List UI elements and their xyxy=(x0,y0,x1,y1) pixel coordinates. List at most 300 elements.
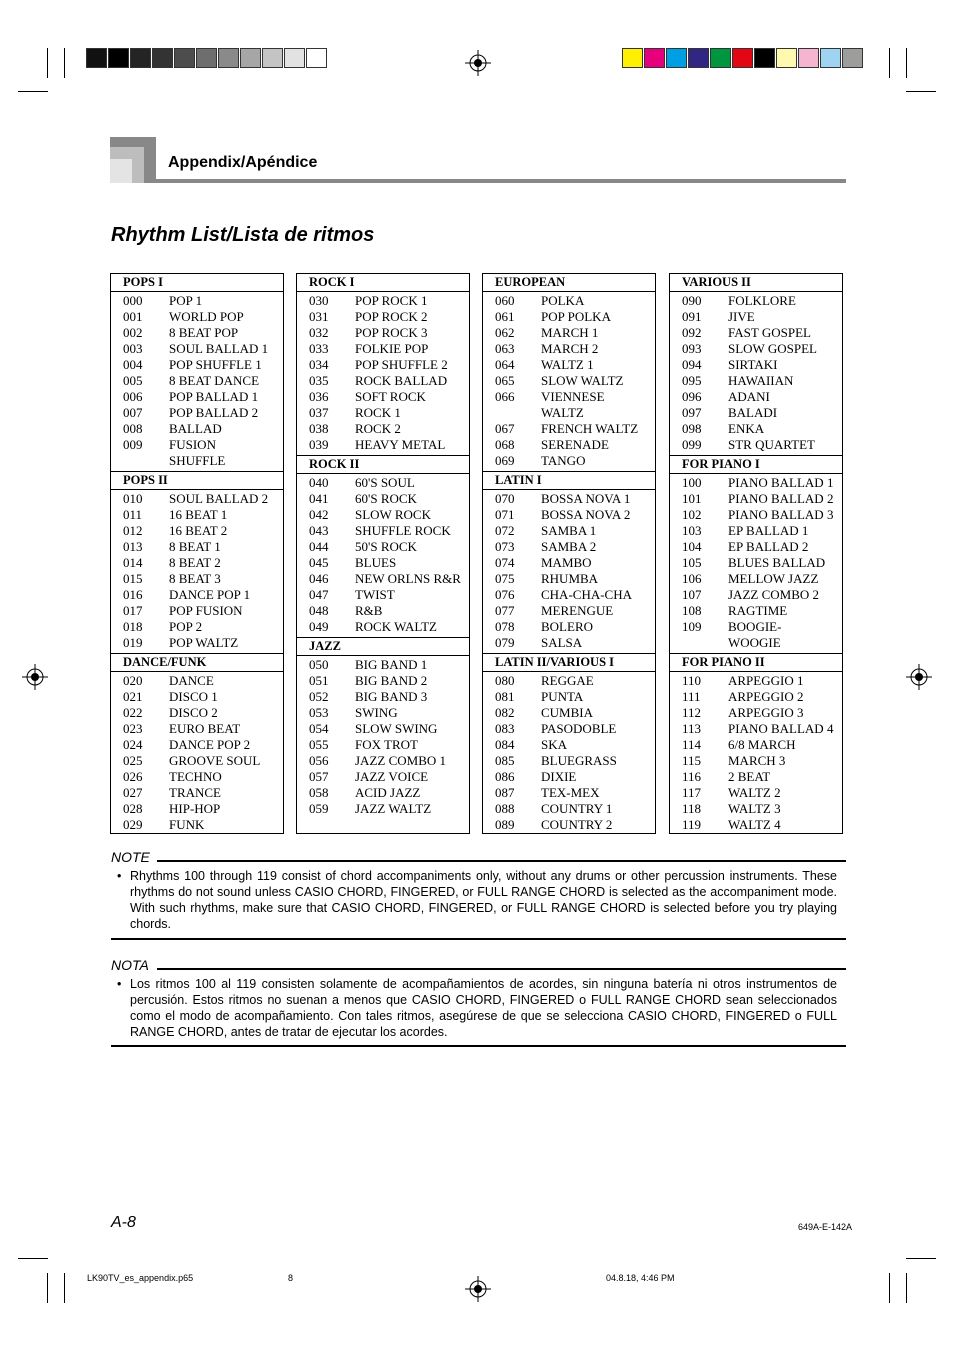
list-item xyxy=(111,373,283,389)
rhythm-name: BIG BAND 1 xyxy=(355,657,428,672)
list-item xyxy=(670,603,842,619)
header-rule xyxy=(156,179,846,183)
color-swatch xyxy=(644,48,665,68)
rhythm-name: STR QUARTET xyxy=(728,437,815,452)
list-item xyxy=(297,721,469,737)
rhythm-number: 119 xyxy=(682,817,702,832)
rhythm-number: 062 xyxy=(495,325,515,340)
rhythm-number: 101 xyxy=(682,491,702,506)
rhythm-number: 040 xyxy=(309,475,329,490)
rhythm-number: 105 xyxy=(682,555,702,570)
rhythm-name: FOLKLORE xyxy=(728,293,796,308)
rhythm-number: 078 xyxy=(495,619,515,634)
list-item xyxy=(297,325,469,341)
rhythm-name: SAMBA 1 xyxy=(541,523,597,538)
note-paragraph: Rhythms 100 through 119 consist of chord accompaniments only, without any drums or other percussion instruments. These rhythms do not sound unless CASIO CHORD, FINGERED, or FULL RANGE CHORD is selected as the accompaniment mode. With such rhythms, make sure that CASIO CHORD, FINGERED, or FULL RANGE CHORD is selected before you try playing chords. xyxy=(130,869,837,931)
rhythm-column xyxy=(482,273,656,834)
rhythm-number: 039 xyxy=(309,437,329,452)
list-item xyxy=(483,539,655,555)
list-item xyxy=(111,721,283,737)
rhythm-number: 047 xyxy=(309,587,329,602)
rhythm-name: HEAVY METAL xyxy=(355,437,446,452)
rhythm-name: POP SHUFFLE 2 xyxy=(355,357,448,372)
rhythm-number: 087 xyxy=(495,785,515,800)
rhythm-name: ARPEGGIO 2 xyxy=(728,689,804,704)
crop-mark xyxy=(47,48,48,78)
rhythm-number: 014 xyxy=(123,555,143,570)
list-item xyxy=(670,673,842,689)
rhythm-number: 042 xyxy=(309,507,329,522)
rhythm-name: MELLOW JAZZ xyxy=(728,571,819,586)
note-text xyxy=(117,868,837,932)
rhythm-number: 023 xyxy=(123,721,143,736)
list-item xyxy=(111,405,283,421)
rhythm-name: ACID JAZZ xyxy=(355,785,421,800)
rhythm-name: BLUES xyxy=(355,555,397,570)
color-swatch xyxy=(710,48,731,68)
list-item xyxy=(670,587,842,603)
list-item xyxy=(483,769,655,785)
list-item xyxy=(670,721,842,737)
rhythm-number: 067 xyxy=(495,421,515,436)
nota-label: NOTA xyxy=(111,957,149,973)
rhythm-name: TRANCE xyxy=(169,785,221,800)
list-item xyxy=(670,801,842,817)
list-item xyxy=(670,635,842,651)
crop-mark xyxy=(889,48,890,78)
list-item xyxy=(483,491,655,507)
rhythm-number: 081 xyxy=(495,689,515,704)
list-item xyxy=(483,421,655,437)
rhythm-name: 50'S ROCK xyxy=(355,539,417,554)
rhythm-name: DANCE POP 1 xyxy=(169,587,251,602)
section-header: Appendix/Apéndice xyxy=(168,154,318,171)
color-swatch xyxy=(108,48,129,68)
rhythm-name: PUNTA xyxy=(541,689,584,704)
rhythm-number: 048 xyxy=(309,603,329,618)
rhythm-name: 6/8 MARCH xyxy=(728,737,796,752)
nota-end-rule xyxy=(111,1045,846,1047)
list-item xyxy=(297,753,469,769)
rhythm-number: 044 xyxy=(309,539,329,554)
list-item xyxy=(670,705,842,721)
rhythm-number: 099 xyxy=(682,437,702,452)
rhythm-name: CHA-CHA-CHA xyxy=(541,587,632,602)
rhythm-number: 060 xyxy=(495,293,515,308)
list-item xyxy=(297,673,469,689)
list-item xyxy=(297,309,469,325)
rhythm-number: 117 xyxy=(682,785,702,800)
rhythm-number: 050 xyxy=(309,657,329,672)
rhythm-name: BOSSA NOVA 1 xyxy=(541,491,631,506)
bullet: • xyxy=(117,869,122,883)
rhythm-name: WORLD POP xyxy=(169,309,244,324)
color-swatch xyxy=(86,48,107,68)
rhythm-name: SHUFFLE xyxy=(169,453,226,468)
list-item xyxy=(483,571,655,587)
color-swatch xyxy=(218,48,239,68)
rhythm-number: 016 xyxy=(123,587,143,602)
list-item xyxy=(483,405,655,421)
color-swatch xyxy=(306,48,327,68)
rhythm-number: 036 xyxy=(309,389,329,404)
rhythm-category-header: DANCE/FUNK xyxy=(111,653,283,672)
list-item xyxy=(483,721,655,737)
rhythm-name: BLUES BALLAD xyxy=(728,555,826,570)
rhythm-name: WOOGIE xyxy=(728,635,781,650)
list-item xyxy=(297,491,469,507)
rhythm-name: JIVE xyxy=(728,309,755,324)
list-item xyxy=(483,507,655,523)
rhythm-name: DISCO 1 xyxy=(169,689,218,704)
rhythm-name: POP WALTZ xyxy=(169,635,239,650)
list-item xyxy=(297,389,469,405)
rhythm-number: 096 xyxy=(682,389,702,404)
registration-mark-icon xyxy=(465,50,491,76)
rhythm-category-header: JAZZ xyxy=(297,637,469,656)
rhythm-number: 092 xyxy=(682,325,702,340)
color-swatch xyxy=(152,48,173,68)
rhythm-name: SOFT ROCK xyxy=(355,389,426,404)
rhythm-name: WALTZ 1 xyxy=(541,357,594,372)
list-item xyxy=(483,587,655,603)
rhythm-name: MARCH 3 xyxy=(728,753,786,768)
rhythm-name: POP FUSION xyxy=(169,603,243,618)
crop-mark xyxy=(906,1273,907,1303)
list-item xyxy=(670,293,842,309)
rhythm-number: 026 xyxy=(123,769,143,784)
rhythm-name: BIG BAND 3 xyxy=(355,689,428,704)
rhythm-name: ADANI xyxy=(728,389,770,404)
rhythm-name: FOX TROT xyxy=(355,737,418,752)
list-item xyxy=(111,357,283,373)
rhythm-number: 056 xyxy=(309,753,329,768)
color-swatch xyxy=(196,48,217,68)
rhythm-name: BOLERO xyxy=(541,619,593,634)
rhythm-number: 049 xyxy=(309,619,329,634)
rhythm-name: SHUFFLE ROCK xyxy=(355,523,451,538)
rhythm-name: BLUEGRASS xyxy=(541,753,617,768)
rhythm-name: SLOW WALTZ xyxy=(541,373,624,388)
rhythm-name: JAZZ COMBO 2 xyxy=(728,587,820,602)
rhythm-name: 2 BEAT xyxy=(728,769,771,784)
list-item xyxy=(111,325,283,341)
rhythm-list-group xyxy=(670,292,842,453)
rhythm-name: 60'S ROCK xyxy=(355,491,417,506)
rhythm-number: 057 xyxy=(309,769,329,784)
nota-text xyxy=(117,976,837,1040)
list-item xyxy=(297,555,469,571)
list-item xyxy=(297,357,469,373)
rhythm-number: 077 xyxy=(495,603,515,618)
rhythm-list-group xyxy=(111,672,283,833)
rhythm-name: TEX-MEX xyxy=(541,785,600,800)
rhythm-number: 015 xyxy=(123,571,143,586)
rhythm-name: GROOVE SOUL xyxy=(169,753,261,768)
rhythm-name: 16 BEAT 2 xyxy=(169,523,228,538)
list-item xyxy=(111,571,283,587)
list-item xyxy=(111,453,283,469)
rhythm-number: 065 xyxy=(495,373,515,388)
rhythm-name: SERENADE xyxy=(541,437,609,452)
rhythm-name: EP BALLAD 1 xyxy=(728,523,809,538)
color-swatch xyxy=(754,48,775,68)
list-item xyxy=(111,769,283,785)
rhythm-name: BIG BAND 2 xyxy=(355,673,428,688)
list-item xyxy=(670,539,842,555)
list-item xyxy=(297,421,469,437)
list-item xyxy=(111,753,283,769)
list-item xyxy=(111,341,283,357)
list-item xyxy=(297,437,469,453)
rhythm-number: 059 xyxy=(309,801,329,816)
rhythm-name: 8 BEAT 2 xyxy=(169,555,221,570)
rhythm-number: 006 xyxy=(123,389,143,404)
list-item xyxy=(111,603,283,619)
rhythm-number: 045 xyxy=(309,555,329,570)
rhythm-name: SWING xyxy=(355,705,398,720)
rhythm-list-group xyxy=(670,474,842,651)
list-item xyxy=(483,293,655,309)
rhythm-name: JAZZ VOICE xyxy=(355,769,429,784)
rhythm-number: 024 xyxy=(123,737,143,752)
rhythm-name: ENKA xyxy=(728,421,765,436)
rhythm-name: POP 1 xyxy=(169,293,203,308)
rhythm-name: POP POLKA xyxy=(541,309,611,324)
list-item xyxy=(111,437,283,453)
rhythm-name: SAMBA 2 xyxy=(541,539,597,554)
list-item xyxy=(297,801,469,817)
list-item xyxy=(670,475,842,491)
rhythm-name: POP SHUFFLE 1 xyxy=(169,357,262,372)
rhythm-name: ARPEGGIO 1 xyxy=(728,673,804,688)
rhythm-name: PIANO BALLAD 4 xyxy=(728,721,834,736)
list-item xyxy=(670,421,842,437)
crop-mark xyxy=(906,48,907,78)
list-item xyxy=(111,785,283,801)
list-item xyxy=(670,325,842,341)
rhythm-number: 118 xyxy=(682,801,702,816)
list-item xyxy=(111,523,283,539)
rhythm-name: JAZZ WALTZ xyxy=(355,801,432,816)
rhythm-column xyxy=(296,273,470,834)
color-swatch xyxy=(174,48,195,68)
rhythm-number: 013 xyxy=(123,539,143,554)
rhythm-name: 8 BEAT DANCE xyxy=(169,373,260,388)
rhythm-number: 055 xyxy=(309,737,329,752)
rhythm-name: FUNK xyxy=(169,817,205,832)
rhythm-list-group xyxy=(670,672,842,833)
rhythm-name: DANCE POP 2 xyxy=(169,737,251,752)
rhythm-number: 004 xyxy=(123,357,143,372)
list-item xyxy=(111,555,283,571)
rhythm-number: 116 xyxy=(682,769,702,784)
rhythm-name: FUSION xyxy=(169,437,216,452)
rhythm-number: 030 xyxy=(309,293,329,308)
rhythm-name: RAGTIME xyxy=(728,603,788,618)
list-item xyxy=(670,491,842,507)
rhythm-number: 100 xyxy=(682,475,702,490)
rhythm-number: 085 xyxy=(495,753,515,768)
rhythm-name: NEW ORLNS R&R xyxy=(355,571,461,586)
rhythm-number: 011 xyxy=(123,507,143,522)
list-item xyxy=(670,523,842,539)
rhythm-list-group xyxy=(297,474,469,635)
rhythm-number: 017 xyxy=(123,603,143,618)
rhythm-number: 052 xyxy=(309,689,329,704)
rhythm-list-group xyxy=(297,656,469,817)
color-swatch xyxy=(820,48,841,68)
list-item xyxy=(297,475,469,491)
rhythm-category-header: ROCK I xyxy=(297,274,469,292)
rhythm-name: MARCH 1 xyxy=(541,325,599,340)
rhythm-name: 8 BEAT 3 xyxy=(169,571,221,586)
crop-mark xyxy=(64,48,65,78)
rhythm-number: 032 xyxy=(309,325,329,340)
list-item xyxy=(670,571,842,587)
rhythm-number: 088 xyxy=(495,801,515,816)
list-item xyxy=(297,341,469,357)
rhythm-number: 093 xyxy=(682,341,702,356)
list-item xyxy=(297,405,469,421)
rhythm-name: SLOW SWING xyxy=(355,721,438,736)
list-item xyxy=(483,801,655,817)
rhythm-number: 104 xyxy=(682,539,702,554)
rhythm-number: 007 xyxy=(123,405,143,420)
rhythm-name: SOUL BALLAD 2 xyxy=(169,491,269,506)
print-date: 04.8.18, 4:46 PM xyxy=(606,1273,675,1283)
list-item xyxy=(111,491,283,507)
rhythm-number: 074 xyxy=(495,555,515,570)
rhythm-category-header: POPS II xyxy=(111,471,283,490)
color-swatch xyxy=(842,48,863,68)
list-item xyxy=(483,373,655,389)
doc-code: 649A-E-142A xyxy=(798,1222,853,1232)
list-item xyxy=(297,603,469,619)
list-item xyxy=(483,341,655,357)
rhythm-name: 8 BEAT 1 xyxy=(169,539,221,554)
color-swatch xyxy=(732,48,753,68)
rhythm-number: 084 xyxy=(495,737,515,752)
list-item xyxy=(297,587,469,603)
rhythm-number: 002 xyxy=(123,325,143,340)
list-item xyxy=(297,571,469,587)
list-item xyxy=(111,619,283,635)
rhythm-number: 109 xyxy=(682,619,702,634)
rhythm-name: WALTZ 2 xyxy=(728,785,781,800)
rhythm-number: 008 xyxy=(123,421,143,436)
rhythm-number: 075 xyxy=(495,571,515,586)
rhythm-name: MERENGUE xyxy=(541,603,614,618)
list-item xyxy=(670,507,842,523)
note-label: NOTE xyxy=(111,849,150,865)
list-item xyxy=(111,587,283,603)
rhythm-name: WALTZ xyxy=(541,405,584,420)
list-item xyxy=(483,555,655,571)
rhythm-number: 034 xyxy=(309,357,329,372)
list-item xyxy=(483,689,655,705)
rhythm-name: BOSSA NOVA 2 xyxy=(541,507,631,522)
rhythm-name: R&B xyxy=(355,603,383,618)
rhythm-number: 076 xyxy=(495,587,515,602)
rhythm-number: 068 xyxy=(495,437,515,452)
list-item xyxy=(483,523,655,539)
rhythm-number: 029 xyxy=(123,817,143,832)
crop-mark xyxy=(18,91,48,92)
rhythm-number: 061 xyxy=(495,309,515,324)
rhythm-number: 083 xyxy=(495,721,515,736)
rhythm-number: 106 xyxy=(682,571,702,586)
list-item xyxy=(483,619,655,635)
rhythm-name: DIXIE xyxy=(541,769,577,784)
rhythm-number: 070 xyxy=(495,491,515,506)
list-item xyxy=(297,293,469,309)
bullet: • xyxy=(117,977,122,991)
rhythm-name: HAWAIIAN xyxy=(728,373,794,388)
list-item xyxy=(483,325,655,341)
rhythm-name: TWIST xyxy=(355,587,395,602)
rhythm-number: 022 xyxy=(123,705,143,720)
rhythm-name: SKA xyxy=(541,737,568,752)
list-item xyxy=(297,785,469,801)
rhythm-number: 102 xyxy=(682,507,702,522)
rhythm-number: 097 xyxy=(682,405,702,420)
rhythm-number: 019 xyxy=(123,635,143,650)
rhythm-number: 072 xyxy=(495,523,515,538)
crop-mark xyxy=(889,1273,890,1303)
rhythm-name: WALTZ 3 xyxy=(728,801,781,816)
rhythm-name: 60'S SOUL xyxy=(355,475,415,490)
rhythm-number: 115 xyxy=(682,753,702,768)
list-item xyxy=(670,753,842,769)
rhythm-name: PIANO BALLAD 1 xyxy=(728,475,834,490)
rhythm-name: REGGAE xyxy=(541,673,594,688)
rhythm-name: PIANO BALLAD 2 xyxy=(728,491,834,506)
crop-mark xyxy=(906,91,936,92)
rhythm-number: 073 xyxy=(495,539,515,554)
rhythm-name: CUMBIA xyxy=(541,705,594,720)
rhythm-number: 111 xyxy=(682,689,701,704)
list-item xyxy=(483,705,655,721)
rhythm-category-header: FOR PIANO I xyxy=(670,455,842,474)
rhythm-name: TANGO xyxy=(541,453,586,468)
rhythm-name: HIP-HOP xyxy=(169,801,221,816)
list-item xyxy=(483,635,655,651)
rhythm-number: 035 xyxy=(309,373,329,388)
list-item xyxy=(111,389,283,405)
nota-paragraph: Los ritmos 100 al 119 consisten solamente de acompañamientos de acordes, sin ninguna batería ni otros instrumentos de percusión. Estos ritmos no suenan a menos que CASIO CHORD, FINGERED o FULL RANGE CHORD sean seleccionados como el modo de acompañamiento. Con tales ritmos, asegúrese de que se selecciona CASIO CHORD, FINGERED o FULL RANGE CHORD, antes de tratar de ejecutar los acordes. xyxy=(130,977,837,1039)
list-item xyxy=(297,373,469,389)
color-swatch xyxy=(240,48,261,68)
list-item xyxy=(670,341,842,357)
list-item xyxy=(111,421,283,437)
rhythm-name: SIRTAKI xyxy=(728,357,778,372)
rhythm-name: ROCK 2 xyxy=(355,421,401,436)
rhythm-number: 107 xyxy=(682,587,702,602)
rhythm-name: 16 BEAT 1 xyxy=(169,507,228,522)
list-item xyxy=(483,753,655,769)
rhythm-name: SOUL BALLAD 1 xyxy=(169,341,269,356)
rhythm-name: RHUMBA xyxy=(541,571,599,586)
crop-mark xyxy=(906,1258,936,1259)
list-item xyxy=(483,817,655,833)
rhythm-list-group xyxy=(483,292,655,469)
rhythm-name: SLOW ROCK xyxy=(355,507,431,522)
list-item xyxy=(297,689,469,705)
list-item xyxy=(670,555,842,571)
color-swatch xyxy=(776,48,797,68)
list-item xyxy=(111,635,283,651)
